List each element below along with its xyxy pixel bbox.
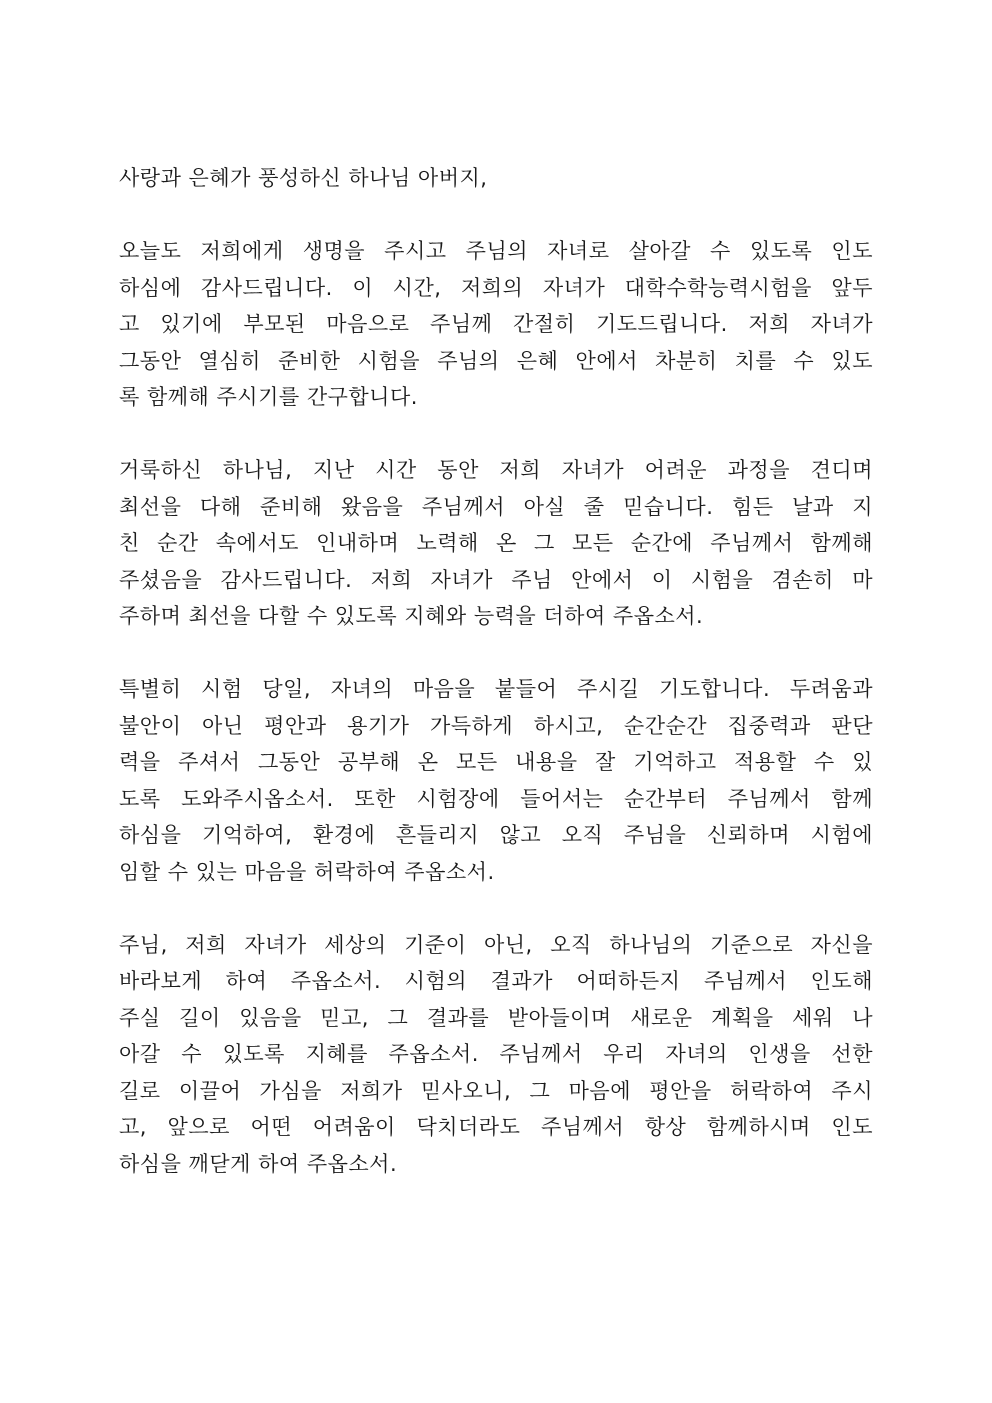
paragraph-line: 력을 주셔서 그동안 공부해 온 모든 내용을 잘 기억하고 적용할 수 있 [119, 750, 873, 774]
salutation-paragraph [119, 160, 873, 197]
paragraph-2 [119, 452, 873, 635]
paragraph-1 [119, 233, 873, 416]
salutation-line: 사랑과 은혜가 풍성하신 하나님 아버지, [119, 166, 488, 190]
paragraph-line: 오늘도 저희에게 생명을 주시고 주님의 자녀로 살아갈 수 있도록 인도 [119, 239, 873, 263]
paragraph-line: 아갈 수 있도록 지혜를 주옵소서. 주님께서 우리 자녀의 인생을 선한 [119, 1042, 873, 1066]
paragraph-line: 그동안 열심히 준비한 시험을 주님의 은혜 안에서 차분히 치를 수 있도 [119, 348, 873, 373]
paragraph-line: 주셨음을 감사드립니다. 저희 자녀가 주님 안에서 이 시험을 겸손히 마 [119, 567, 873, 592]
paragraph-line: 주실 길이 있음을 믿고, 그 결과를 받아들이며 새로운 계획을 세워 나 [119, 1005, 873, 1030]
paragraph-line: 주하며 최선을 다할 수 있도록 지혜와 능력을 더하여 주옵소서. [119, 604, 704, 628]
paragraph-line: 하심에 감사드립니다. 이 시간, 저희의 자녀가 대학수학능력시험을 앞두 [119, 275, 873, 300]
paragraph-line: 불안이 아닌 평안과 용기가 가득하게 하시고, 순간순간 집중력과 판단 [119, 713, 873, 738]
paragraph-line: 하심을 깨닫게 하여 주옵소서. [119, 1151, 398, 1176]
paragraph-line: 하심을 기억하여, 환경에 흔들리지 않고 오직 주님을 신뢰하며 시험에 [119, 823, 873, 847]
paragraph-line: 고 있기에 부모된 마음으로 주님께 간절히 기도드립니다. 저희 자녀가 [119, 312, 873, 336]
paragraph-line: 최선을 다해 준비해 왔음을 주님께서 아실 줄 믿습니다. 힘든 날과 지 [119, 494, 873, 519]
paragraph-line: 바라보게 하여 주옵소서. 시험의 결과가 어떠하든지 주님께서 인도해 [119, 969, 873, 993]
paragraph-line: 길로 이끌어 가심을 저희가 믿사오니, 그 마음에 평안을 허락하여 주시 [119, 1078, 873, 1103]
paragraph-line: 친 순간 속에서도 인내하며 노력해 온 그 모든 순간에 주님께서 함께해 [119, 531, 873, 555]
paragraph-line: 록 함께해 주시기를 간구합니다. [119, 385, 418, 409]
paragraph-line: 임할 수 있는 마음을 허락하여 주옵소서. [119, 859, 495, 884]
paragraph-line: 도록 도와주시옵소서. 또한 시험장에 들어서는 순간부터 주님께서 함께 [119, 786, 873, 811]
paragraph-line: 주님, 저희 자녀가 세상의 기준이 아닌, 오직 하나님의 기준으로 자신을 [119, 932, 873, 957]
paragraph-line: 고, 앞으로 어떤 어려움이 닥치더라도 주님께서 항상 함께하시며 인도 [119, 1115, 873, 1139]
paragraph-4 [119, 927, 873, 1183]
paragraph-line: 특별히 시험 당일, 자녀의 마음을 붙들어 주시길 기도합니다. 두려움과 [119, 677, 873, 701]
document-page [119, 160, 873, 1219]
paragraph-line: 거룩하신 하나님, 지난 시간 동안 저희 자녀가 어려운 과정을 견디며 [119, 458, 873, 482]
paragraph-3 [119, 671, 873, 890]
